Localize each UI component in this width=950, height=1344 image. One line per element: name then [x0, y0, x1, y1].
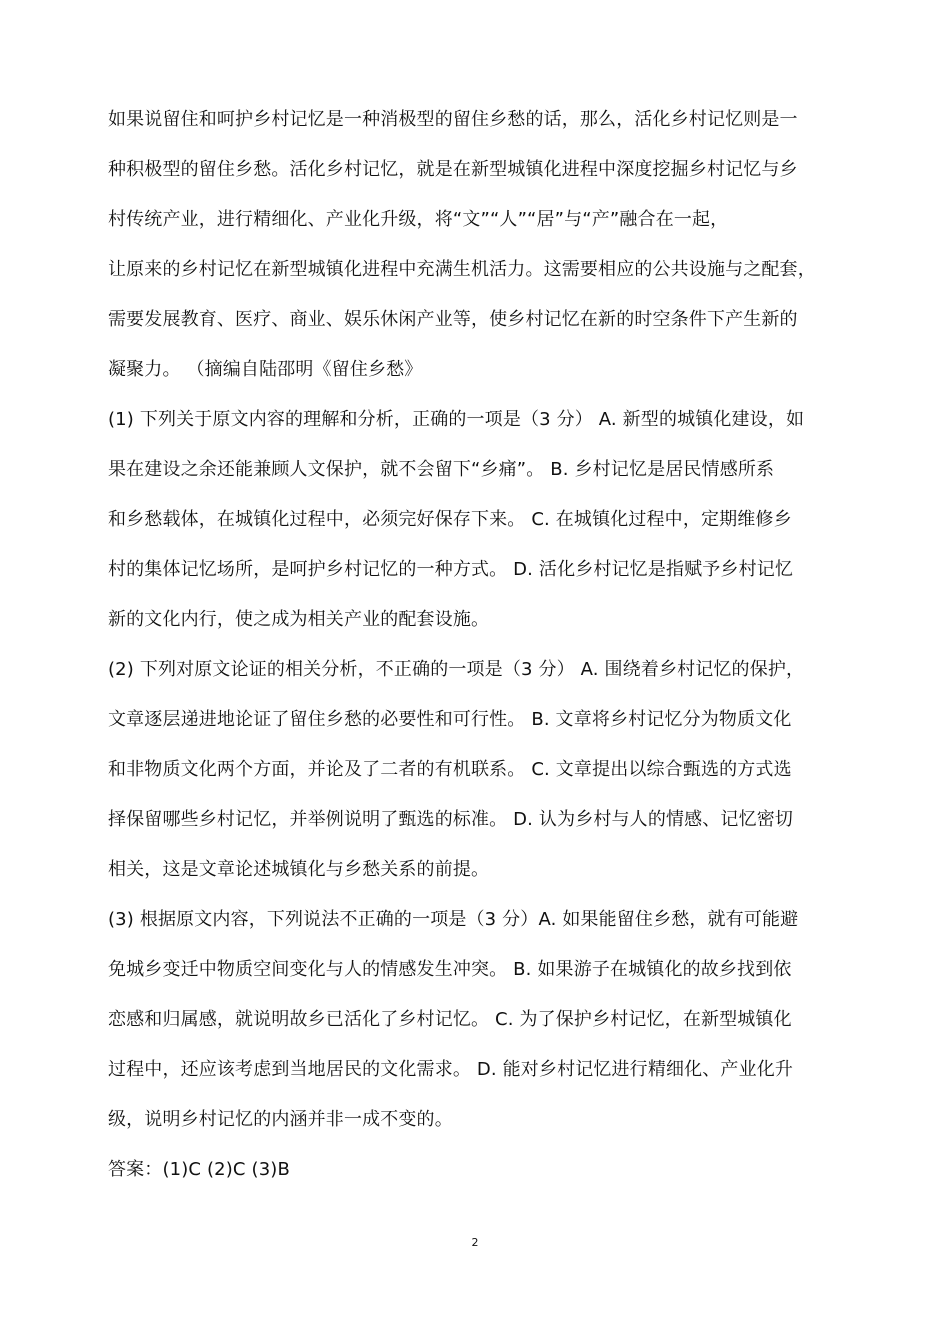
- text-line: 种积极型的留住乡愁。活化乡村记忆，就是在新型城镇化进程中深度挖掘乡村记忆与乡: [108, 159, 798, 180]
- answer-line: 答案：(1)C (2)C (3)B: [108, 1159, 290, 1180]
- question-2-line: 择保留哪些乡村记忆，并举例说明了甄选的标准。 D. 认为乡村与人的情感、记忆密切: [108, 809, 794, 830]
- citation-line: 凝聚力。 （摘编自陆邵明《留住乡愁》: [108, 359, 423, 380]
- text-line: 村传统产业，进行精细化、产业化升级，将“文”“人”“居”与“产”融合在一起，: [108, 209, 729, 230]
- page-number: 2: [471, 1236, 479, 1249]
- question-1-line: 果在建设之余还能兼顾人文保护，就不会留下“乡痛”。 B. 乡村记忆是居民情感所系: [108, 459, 775, 480]
- question-3-line: 过程中，还应该考虑到当地居民的文化需求。 D. 能对乡村记忆进行精细化、产业化升: [108, 1059, 794, 1080]
- question-3-line: 级，说明乡村记忆的内涵并非一成不变的。: [108, 1109, 453, 1130]
- question-1-line: 村的集体记忆场所，是呵护乡村记忆的一种方式。 D. 活化乡村记忆是指赋予乡村记忆: [108, 559, 794, 580]
- question-2-line: 相关，这是文章论述城镇化与乡愁关系的前提。: [108, 859, 490, 880]
- question-1-line: 和乡愁载体，在城镇化过程中，必须完好保存下来。 C. 在城镇化过程中，定期维修乡: [108, 509, 792, 530]
- question-3-line: 恋感和归属感，就说明故乡已活化了乡村记忆。 C. 为了保护乡村记忆，在新型城镇化: [108, 1009, 792, 1030]
- question-2-line: 和非物质文化两个方面，并论及了二者的有机联系。 C. 文章提出以综合甄选的方式选: [108, 759, 792, 780]
- text-line: 需要发展教育、医疗、商业、娱乐休闲产业等，使乡村记忆在新的时空条件下产生新的: [108, 309, 798, 330]
- question-3-line: 免城乡变迁中物质空间变化与人的情感发生冲突。 B. 如果游子在城镇化的故乡找到依: [108, 959, 792, 980]
- text-line: 让原来的乡村记忆在新型城镇化进程中充满生机活力。这需要相应的公共设施与之配套，: [108, 259, 816, 280]
- question-3-line: (3) 根据原文内容，下列说法不正确的一项是（3 分）A. 如果能留住乡愁，就有可能避: [108, 909, 799, 930]
- question-1-line: (1) 下列关于原文内容的理解和分析，正确的一项是（3 分） A. 新型的城镇化建设，如: [108, 409, 805, 430]
- text-line: 如果说留住和呵护乡村记忆是一种消极型的留住乡愁的话，那么，活化乡村记忆则是一: [108, 109, 798, 130]
- question-2-line: 文章逐层递进地论证了留住乡愁的必要性和可行性。 B. 文章将乡村记忆分为物质文化: [108, 709, 792, 730]
- question-2-line: (2) 下列对原文论证的相关分析，不正确的一项是（3 分） A. 围绕着乡村记忆的保护，: [108, 659, 805, 680]
- question-1-line: 新的文化内行，使之成为相关产业的配套设施。: [108, 609, 490, 630]
